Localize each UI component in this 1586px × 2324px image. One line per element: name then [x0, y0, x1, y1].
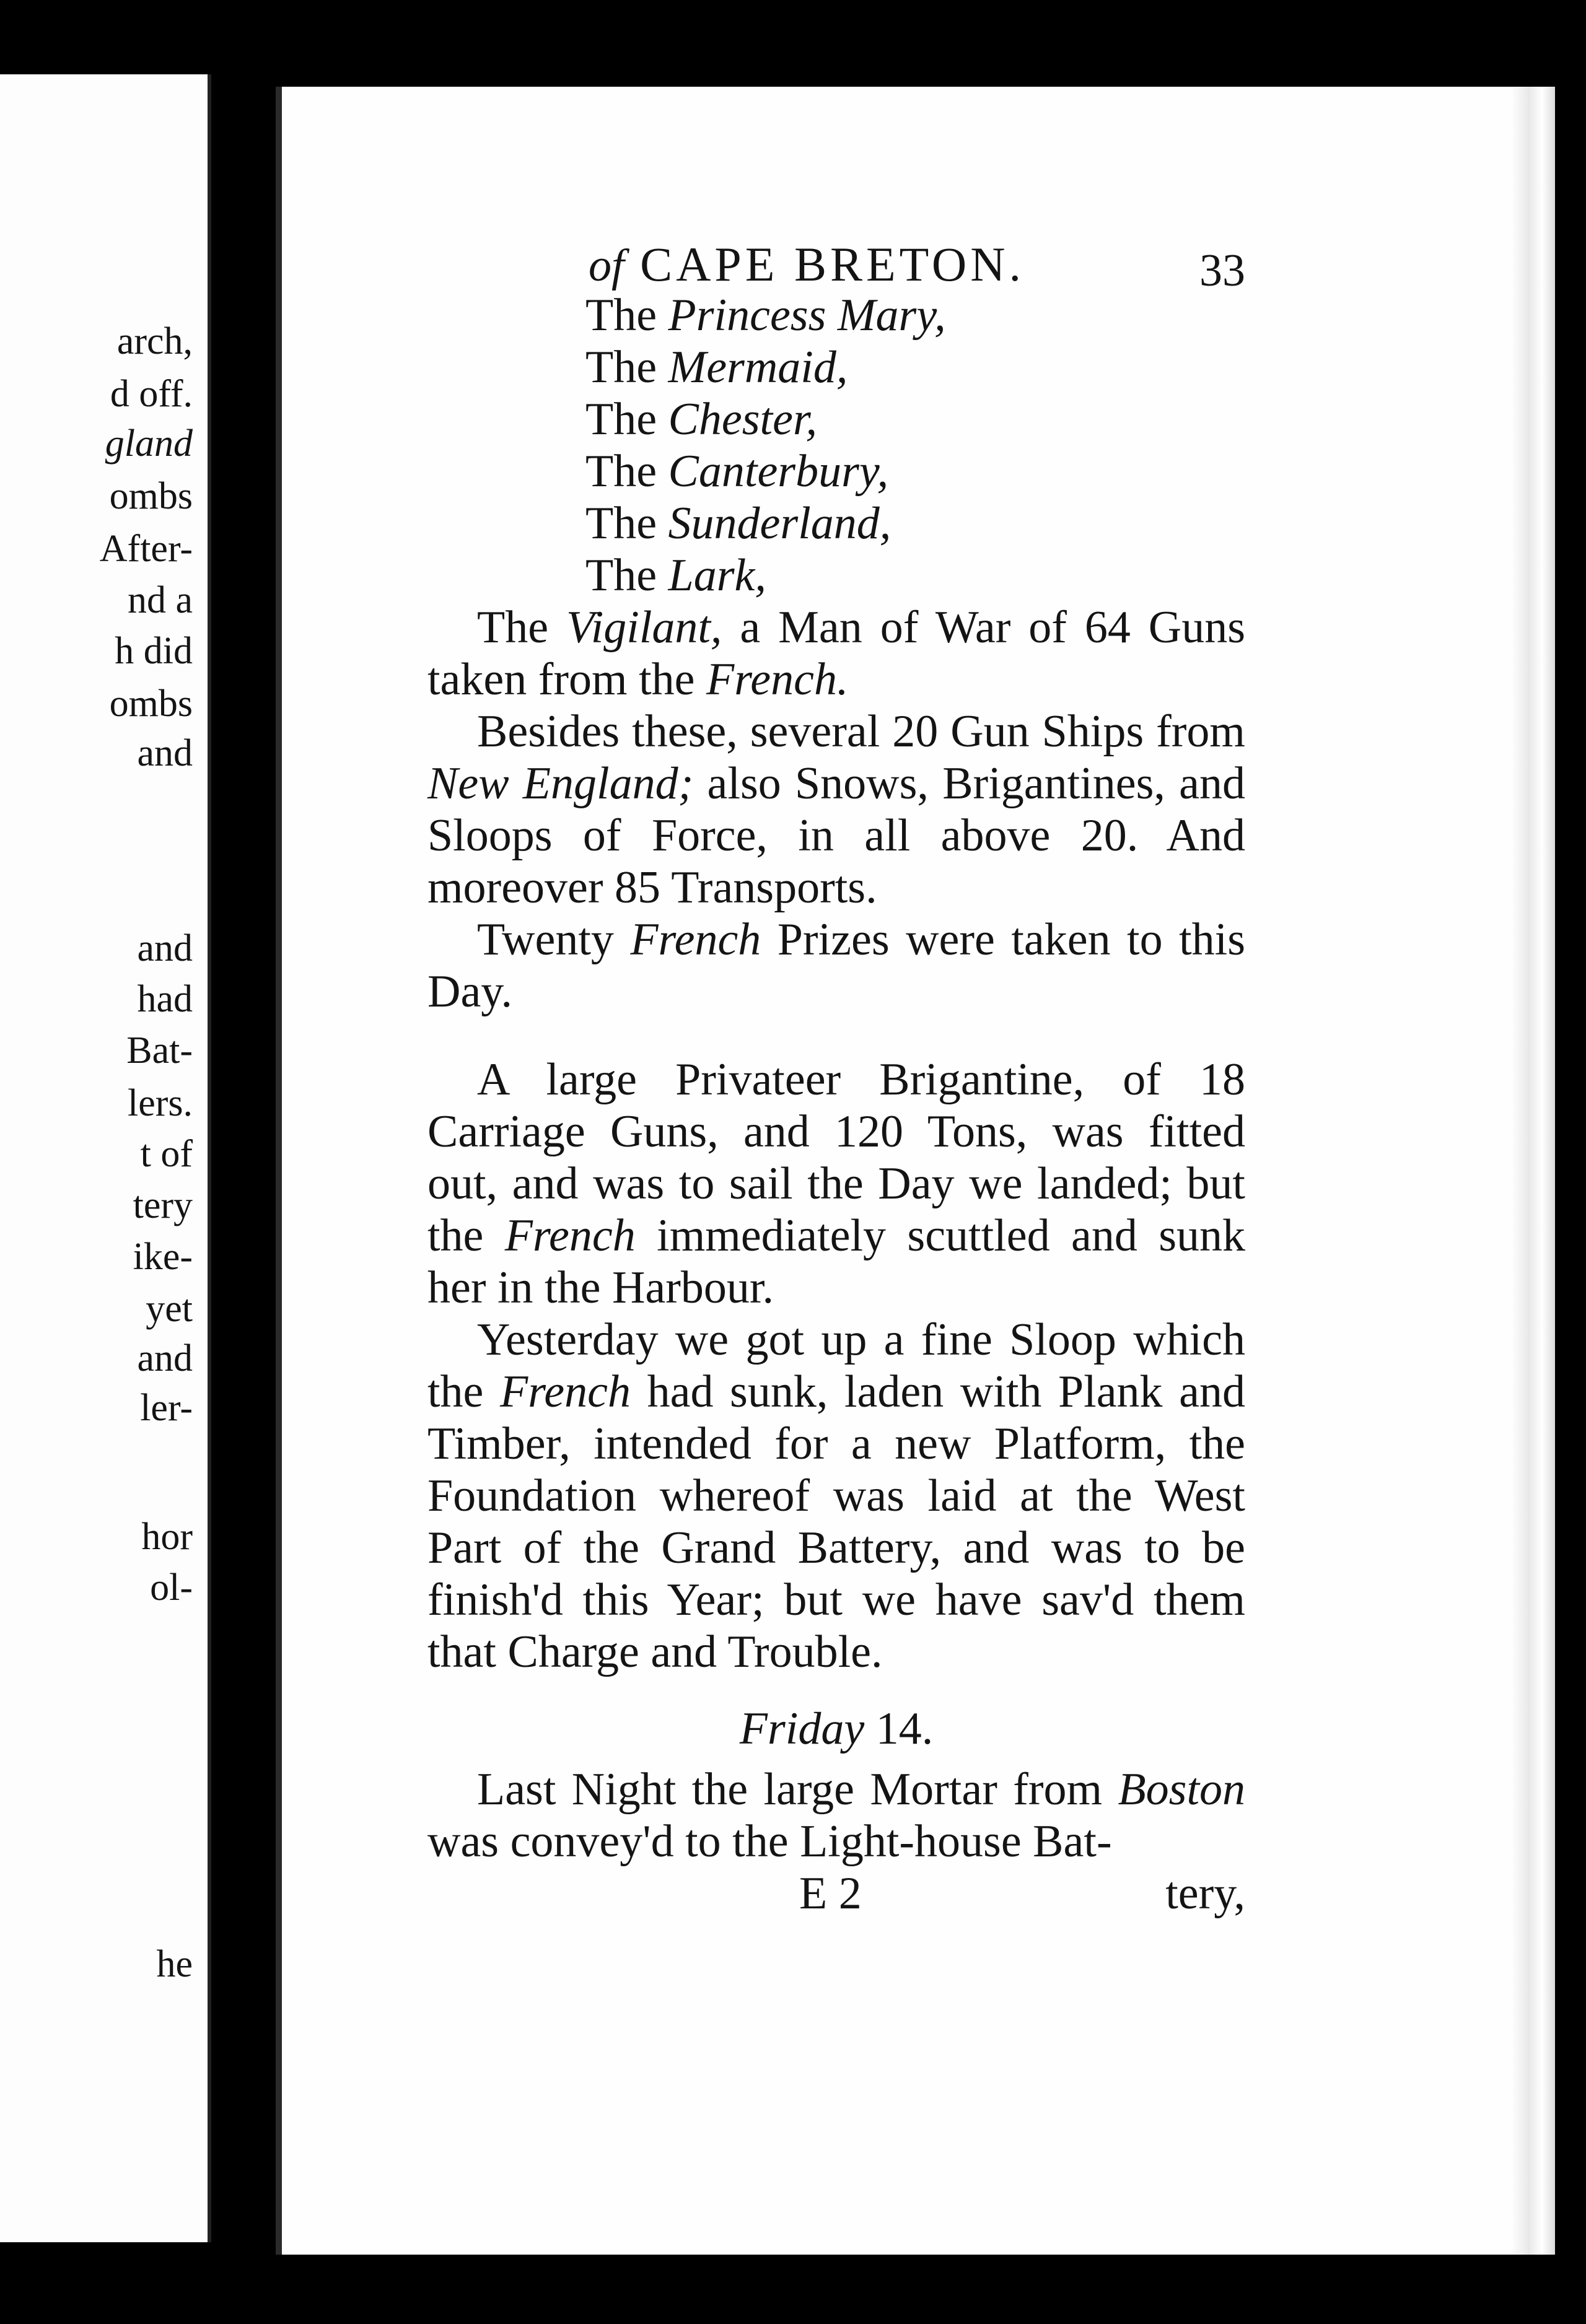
signature-mark: E 2: [799, 1868, 862, 1919]
page-number: 33: [1199, 245, 1245, 296]
ship-line: The Canterbury,: [585, 446, 889, 497]
page-header: [427, 237, 1245, 296]
left-fragment: ler-: [140, 1387, 193, 1429]
left-fragment: and: [137, 1337, 193, 1379]
page-text: [427, 238, 1245, 1923]
left-fragment: h did: [115, 630, 193, 672]
mortar-paragraph: Last Night the large Mortar from Boston was convey'd to the Light-house Bat-: [427, 1764, 1245, 1867]
page-footer: [427, 1868, 1245, 1923]
ship-line: The Sunderland,: [585, 498, 892, 549]
left-fragment: and: [137, 927, 193, 969]
date-heading: Friday 14.: [739, 1703, 934, 1754]
besides-paragraph: Besides these, several 20 Gun Ships from New England; also Snows, Brigantines, and Sloops of Force, in all above 20. And moreover 85 Transports.: [427, 706, 1245, 913]
paragraph-gap: [427, 1018, 1245, 1054]
ship-line: The Mermaid,: [585, 342, 848, 393]
left-fragment: tery: [133, 1184, 193, 1226]
left-fragment: ombs: [109, 683, 193, 725]
ship-line: The Chester,: [585, 394, 818, 445]
left-fragment: arch,: [116, 320, 193, 362]
ship-line: The Lark,: [585, 550, 766, 601]
left-fragment: he: [156, 1943, 193, 1985]
left-fragment: After-: [99, 528, 193, 570]
left-fragment: hor: [141, 1516, 193, 1558]
left-fragment: nd a: [127, 579, 193, 621]
left-fragment: ike-: [133, 1236, 193, 1278]
left-fragment: ol-: [150, 1566, 193, 1609]
vigilant-paragraph: The Vigilant, a Man of War of 64 Guns taken from the French.: [427, 602, 1245, 705]
catchword: tery,: [1165, 1868, 1245, 1919]
left-page: [0, 74, 211, 2242]
sloop-paragraph: Yesterday we got up a fine Sloop which the French had sunk, laden with Plank and Timber, intended for a new Platform, the Foundation whereof was laid at the West Part of the Grand Battery, and was to be finish'd this Year; but we have sav'd them that Charge and Trouble.: [427, 1314, 1246, 1677]
running-head: of CAPE BRETON.: [589, 237, 1025, 291]
brigantine-paragraph: A large Privateer Brigantine, of 18 Carriage Guns, and 120 Tons, was fitted out, and was to sail the Day we landed; but the French immediately scuttled and sunk her in the Harbour.: [427, 1054, 1246, 1313]
page-edge: [1512, 87, 1555, 2255]
left-fragment: d off.: [110, 373, 193, 415]
left-fragment: and: [137, 732, 193, 774]
left-fragment: t of: [140, 1133, 193, 1175]
left-fragment: gland: [105, 422, 193, 465]
left-fragment: had: [137, 978, 193, 1020]
left-fragment: Bat-: [126, 1029, 193, 1072]
left-fragment: lers.: [127, 1082, 193, 1124]
ship-line: The Princess Mary,: [585, 290, 946, 341]
left-fragment: ombs: [109, 475, 193, 517]
left-fragment: yet: [146, 1288, 193, 1330]
prizes-paragraph: Twenty French Prizes were taken to this Day.: [427, 914, 1245, 1017]
